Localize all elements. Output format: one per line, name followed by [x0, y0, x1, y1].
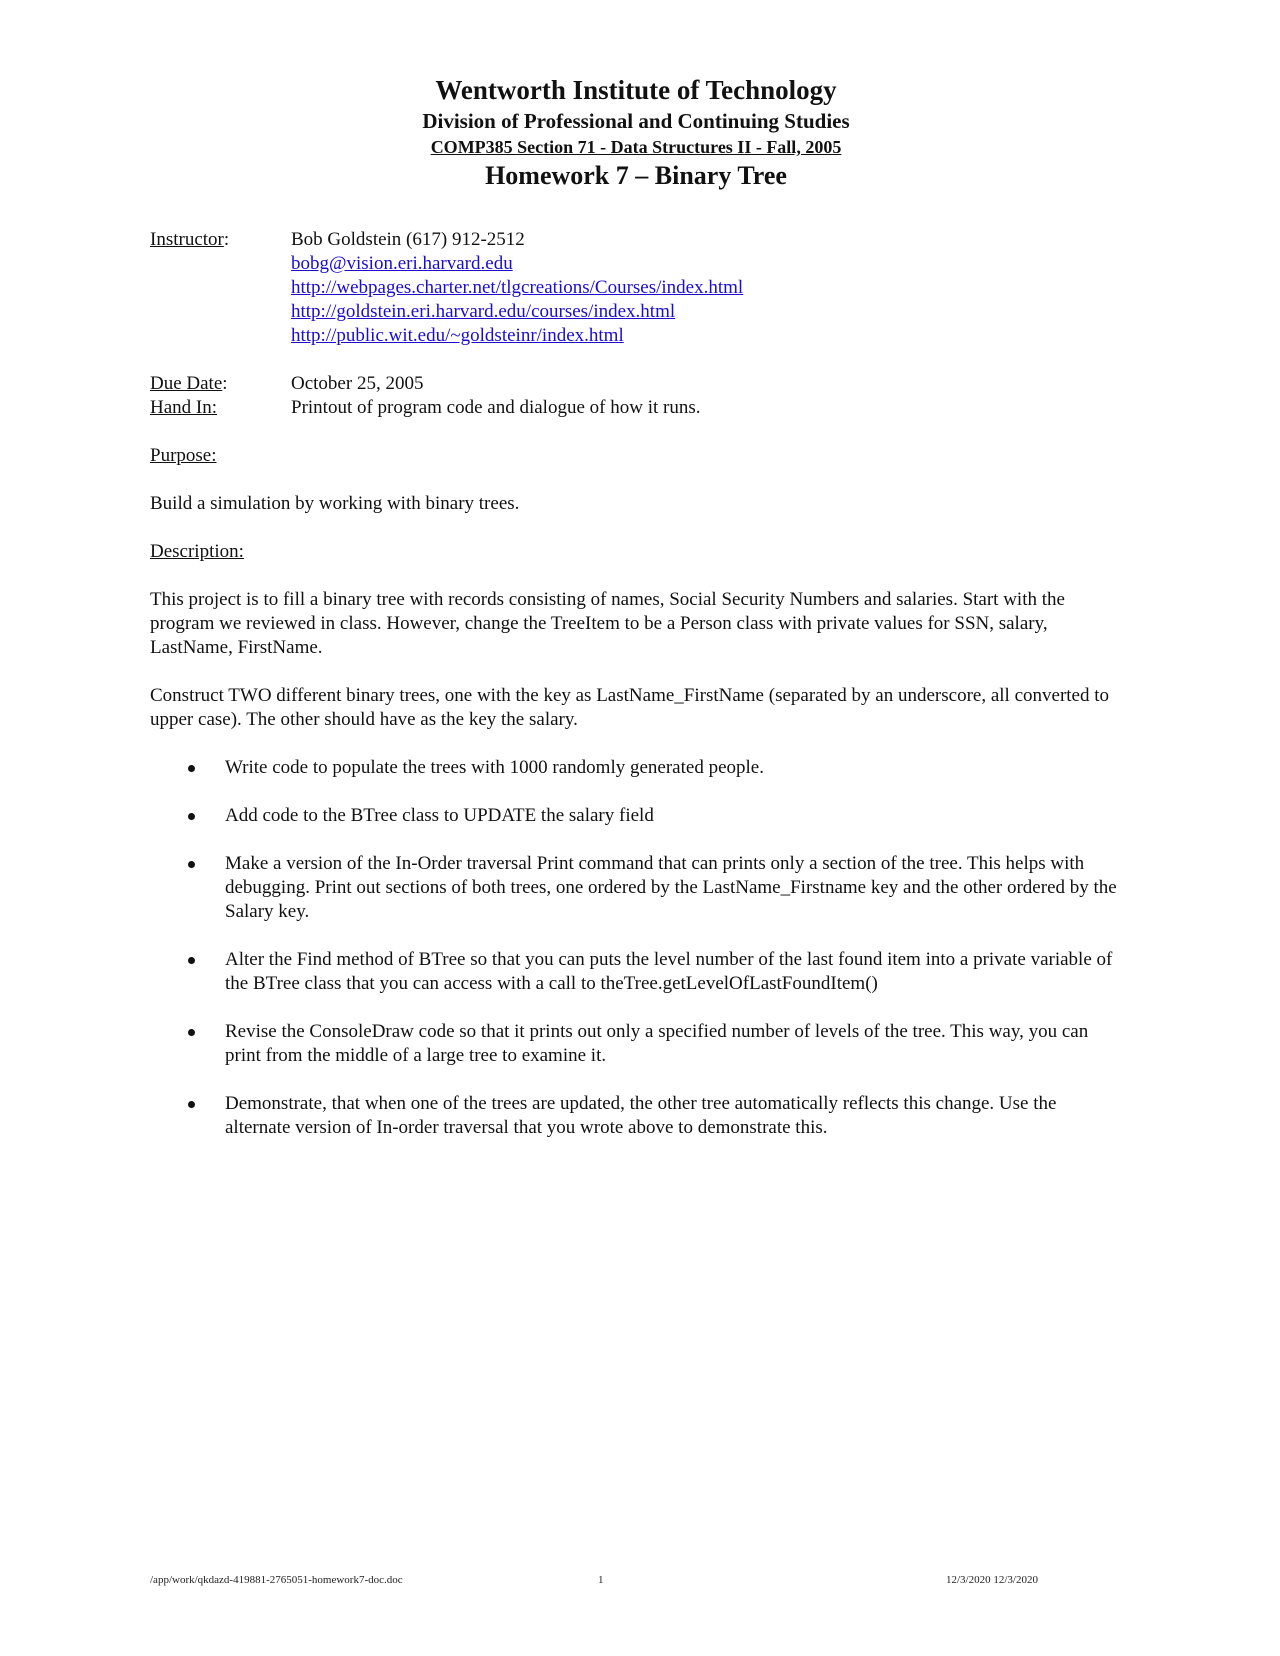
- list-item-text: Add code to the BTree class to UPDATE the salary field: [225, 805, 654, 826]
- list-item: [150, 756, 1120, 780]
- bullet-icon: [188, 813, 195, 820]
- bullet-icon: [188, 957, 195, 964]
- hand-in-value: Printout of program code and dialogue of how it runs.: [291, 397, 701, 418]
- instructor-colon: :: [223, 229, 230, 250]
- list-item-text: Demonstrate, that when one of the trees are updated, the other tree automatically reflects this change. Use the alternate version of In-order traversal that you wrote above to demonstrate this.: [225, 1093, 1057, 1138]
- homework-title: Homework 7 – Binary Tree: [485, 161, 787, 190]
- wit-courses-link[interactable]: http://public.wit.edu/~goldsteinr/index.html: [291, 325, 624, 346]
- instructor-row: [150, 228, 1120, 252]
- instructor-label: Instructor: [150, 229, 224, 250]
- list-item: [150, 1020, 1120, 1068]
- bullet-icon: [188, 1029, 195, 1036]
- description-paragraph: This project is to fill a binary tree with records consisting of names, Social Security Numbers and salaries. Start with the program we reviewed in class. However, change the TreeItem to be a Person class with private values for SSN, salary, LastName, FirstName.: [150, 589, 1065, 658]
- hand-in-label: Hand In:: [150, 397, 218, 418]
- due-date-label: Due Date: [150, 373, 223, 394]
- bullet-icon: [188, 861, 195, 868]
- list-item: [150, 948, 1120, 996]
- description-paragraph: Construct TWO different binary trees, one with the key as LastName_FirstName (separated by an underscore, all converted to upper case). The other should have as the key the salary.: [150, 685, 1110, 730]
- bullet-icon: [188, 1101, 195, 1108]
- list-item: [150, 1092, 1120, 1140]
- instructor-name-phone: Bob Goldstein (617) 912-2512: [291, 229, 525, 250]
- list-item-text: Write code to populate the trees with 1000 randomly generated people.: [225, 757, 764, 778]
- purpose-heading: Purpose:: [150, 445, 217, 466]
- harvard-courses-link[interactable]: http://goldstein.eri.harvard.edu/courses/index.html: [291, 301, 676, 322]
- footer-dates: 12/3/2020 12/3/2020: [946, 1574, 1038, 1586]
- list-item: [150, 804, 1120, 828]
- footer-page-number: 1: [598, 1574, 604, 1586]
- course-line: COMP385 Section 71 - Data Structures II - Fall, 2005: [430, 137, 842, 157]
- list-item-text: Alter the Find method of BTree so that you can puts the level number of the last found item into a private variable of the BTree class that you can access with a call to theTree.getLevelOfLastFoundItem(): [225, 949, 1113, 994]
- division-name: Division of Professional and Continuing Studies: [422, 109, 850, 133]
- description-heading: Description:: [150, 541, 244, 562]
- due-date-row: [150, 372, 1120, 396]
- instructor-email-link[interactable]: bobg@vision.eri.harvard.edu: [291, 253, 513, 274]
- due-date-colon: :: [222, 373, 228, 394]
- document-header: [0, 74, 1280, 194]
- requirements-list: [150, 756, 1120, 1140]
- footer-file-path: /app/work/qkdazd-419881-2765051-homework7-doc.doc: [150, 1574, 403, 1586]
- document-body: [150, 228, 1120, 1164]
- list-item-text: Make a version of the In-Order traversal Print command that can prints only a section of the tree. This helps with debugging. Print out sections of both trees, one ordered by the LastName_Firstname key and the other ordered by the Salary key.: [225, 853, 1117, 922]
- list-item: [150, 852, 1120, 924]
- list-item-text: Revise the ConsoleDraw code so that it prints out only a specified number of levels of the tree. This way, you can print from the middle of a large tree to examine it.: [225, 1021, 1089, 1066]
- purpose-text: Build a simulation by working with binary trees.: [150, 493, 520, 514]
- institution-name: Wentworth Institute of Technology: [435, 75, 837, 105]
- due-date-value: October 25, 2005: [291, 373, 424, 394]
- charter-courses-link[interactable]: http://webpages.charter.net/tlgcreations/Courses/index.html: [291, 277, 744, 298]
- hand-in-row: [150, 396, 1120, 420]
- bullet-icon: [188, 765, 195, 772]
